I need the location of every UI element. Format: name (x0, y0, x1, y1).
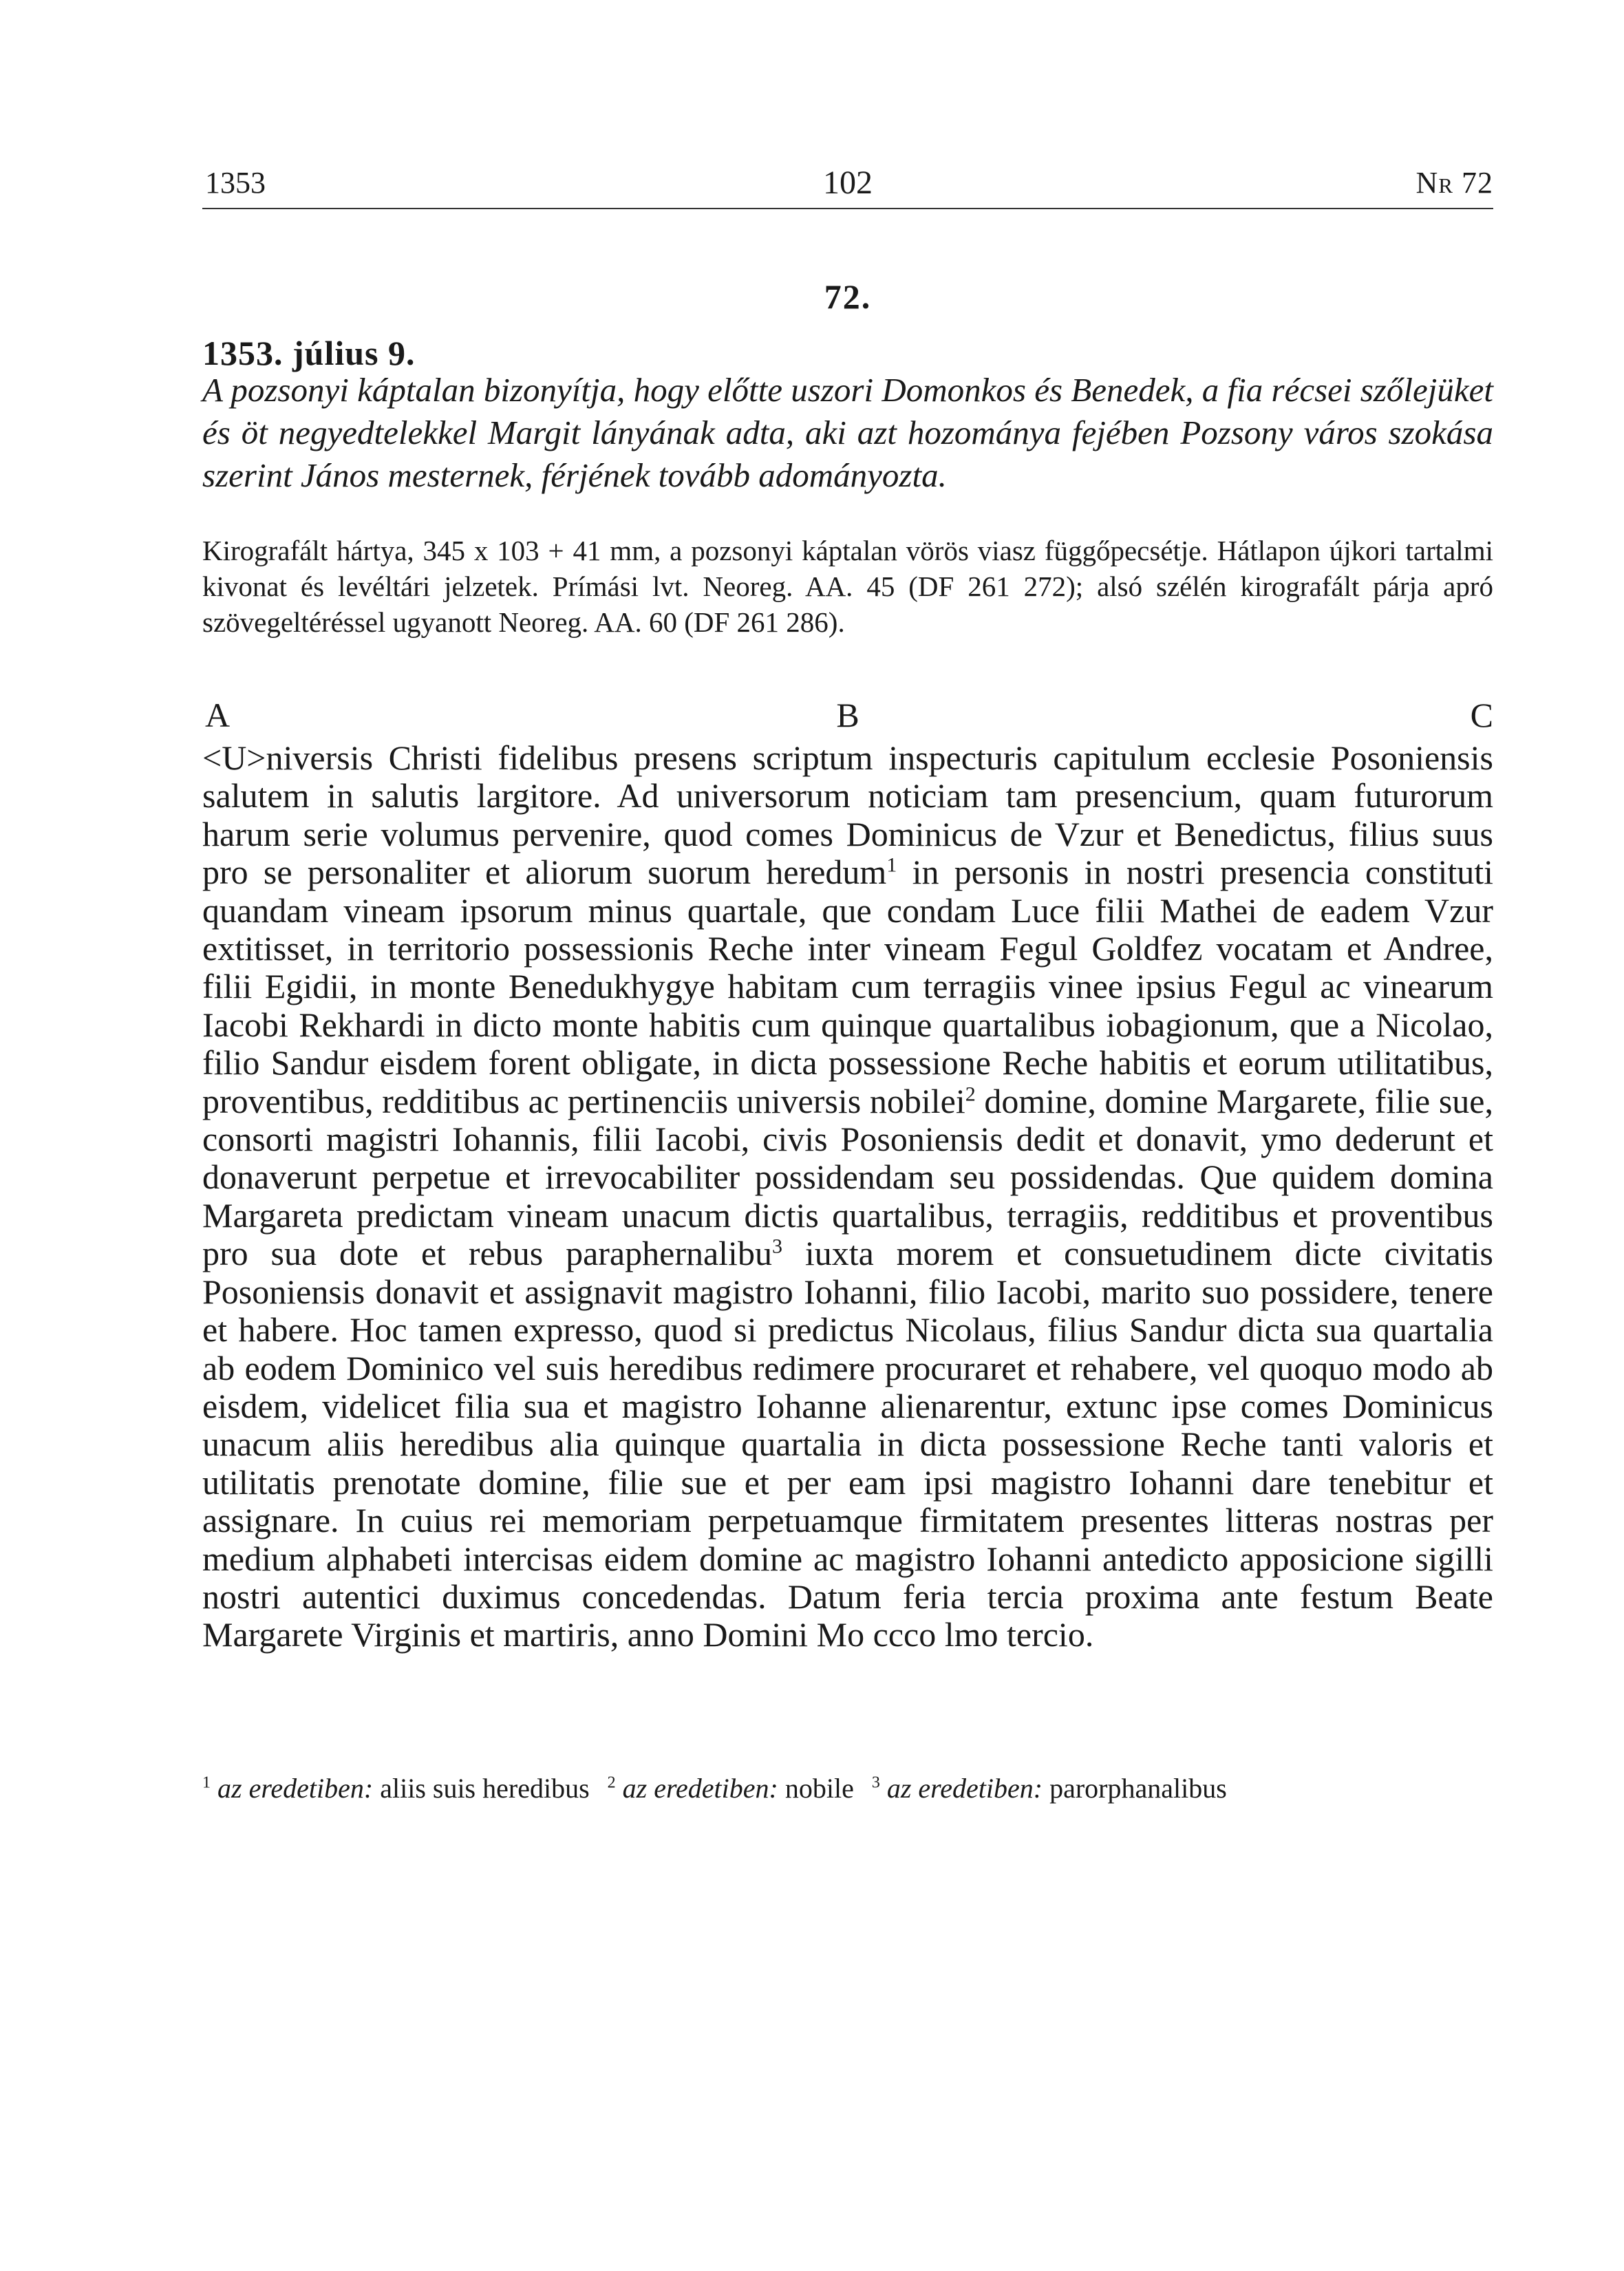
footnote-label: az eredetiben: (217, 1773, 374, 1804)
header-rule (202, 208, 1493, 209)
chirograph-letters (202, 691, 1493, 739)
document-regest: A pozsonyi káptalan bizonyítja, hogy előtte uszori Domonkos és Benedek, a fia récsei szőlejüket és öt negyedtelekkel Margit lányának adta, aki azt hozománya fejében Pozsony város szokása szerint János mesternek, férjének tovább adományozta. (202, 371, 1493, 494)
footnote-text: nobile (784, 1773, 854, 1804)
footnote-mark: 2 (607, 1773, 616, 1792)
document-date: 1353. július 9. (202, 334, 416, 372)
footnote-label: az eredetiben: (622, 1773, 778, 1804)
record-number: Nr 72 (1415, 166, 1493, 200)
chirograph-letter-a: A (205, 696, 231, 734)
charter-text-part2: in personis in nostri presencia constituti quandam vineam ipsorum minus quartale, que condam Luce filii Mathei de eadem Vzur extitisset, in territorio possessionis Reche inter vineam Fegul Goldfez vocatam et Andree, filii Egidii, in monte Benedukhygye habitam cum terragiis vinee ipsius Fegul ac vinearum Iacobi Rekhardi in dicto monte habitis cum quinque quartalibus iobagionum, que a Nicolao, filio Sandur eisdem forent obligate, in dicta possessione Reche habitis et eorum utilitatibus, proventibus, redditibus ac pertinenciis universis nobilei (202, 853, 1494, 1120)
header-year: 1353 (205, 166, 266, 200)
footnotes (202, 1770, 1493, 1807)
footnote-mark: 1 (202, 1773, 211, 1792)
footnote-ref-2: 2 (965, 1083, 976, 1105)
footnote-ref-1: 1 (886, 853, 897, 877)
document-number: 72. (824, 277, 872, 316)
footnote-text: parorphanalibus (1049, 1773, 1227, 1804)
charter-text-part4: iuxta morem et consuetudinem dicte civitatis Posoniensis donavit et assignavit magistro Iohanni, filio Iacobi, marito suo possidere, tenere et habere. Hoc tamen expresso, quod si predictus Nicolaus, filius Sandur dicta sua quartalia ab eodem Dominico vel suis heredibus redimere procuraret et rehabere, vel quoquo modo ab eisdem, videlicet filia sua et magistro Iohanne alienarentur, extunc ipse comes Dominicus unacum aliis heredibus alia quinque quartalia in dicta possessione Reche tanti valoris et utilitatis prenotate domine, filie sue et per eam ipsi magistro Iohanni dare tenebitur et assignare. In cuius rei memoriam perpetuamque firmitatem presentes litteras nostras per medium alphabeti intercisas eidem domine ac magistro Iohanni antedicto apposicione sigilli nostri autentici duximus concedendas. Datum feria tercia proxima ante festum Beate Margarete Virginis et martiris, anno Domini Mo ccco lmo tercio. (202, 1234, 1493, 1654)
footnote-ref-3: 3 (771, 1235, 782, 1258)
charter-text (202, 739, 1493, 1654)
footnote-mark: 3 (871, 1773, 880, 1792)
footnote-text: aliis suis heredibus (380, 1773, 590, 1804)
charter-text-part3: domine, domine Margarete, filie sue, consorti magistri Iohannis, filii Iacobi, civis Posoniensis dedit et donavit, ymo dederunt et donaverunt perpetue et irrevocabiliter possidendam seu possidendas. Que quidem domina Margareta predictam vineam unacum dictis quartalibus, terragiis, redditibus et proventibus pro sua dote et rebus paraphernalibu (202, 1081, 1493, 1273)
footnote-2 (608, 1773, 854, 1804)
running-header (202, 162, 1493, 204)
chirograph-letter-b: B (836, 696, 859, 734)
footnote-3 (872, 1773, 1227, 1804)
chirograph-letter-c: C (1470, 696, 1493, 734)
footnote-1 (202, 1773, 590, 1804)
charter-text-part1: <U>niversis Christi fidelibus presens scriptum inspecturis capitulum ecclesie Posoniensis salutem in salutis largitore. Ad universorum noticiam tam presencium, quam futurorum harum serie volumus pervenire, quod comes Dominicus de Vzur et Benedictus, filius suus pro se personaliter et aliorum suorum heredum (202, 738, 1493, 892)
document-description: Kirografált hártya, 345 x 103 + 41 mm, a pozsonyi káptalan vörös viasz függőpecsétje. Hátlapon újkori tartalmi kivonat és levéltári jelzetek. Prímási lvt. Neoreg. AA. 45 (DF 261 272); alsó szélén kirografált párja apró szövegeltéréssel ugyanott Neoreg. AA. 60 (DF 261 286). (202, 535, 1493, 638)
footnote-label: az eredetiben: (886, 1773, 1043, 1804)
page-number: 102 (823, 164, 873, 201)
